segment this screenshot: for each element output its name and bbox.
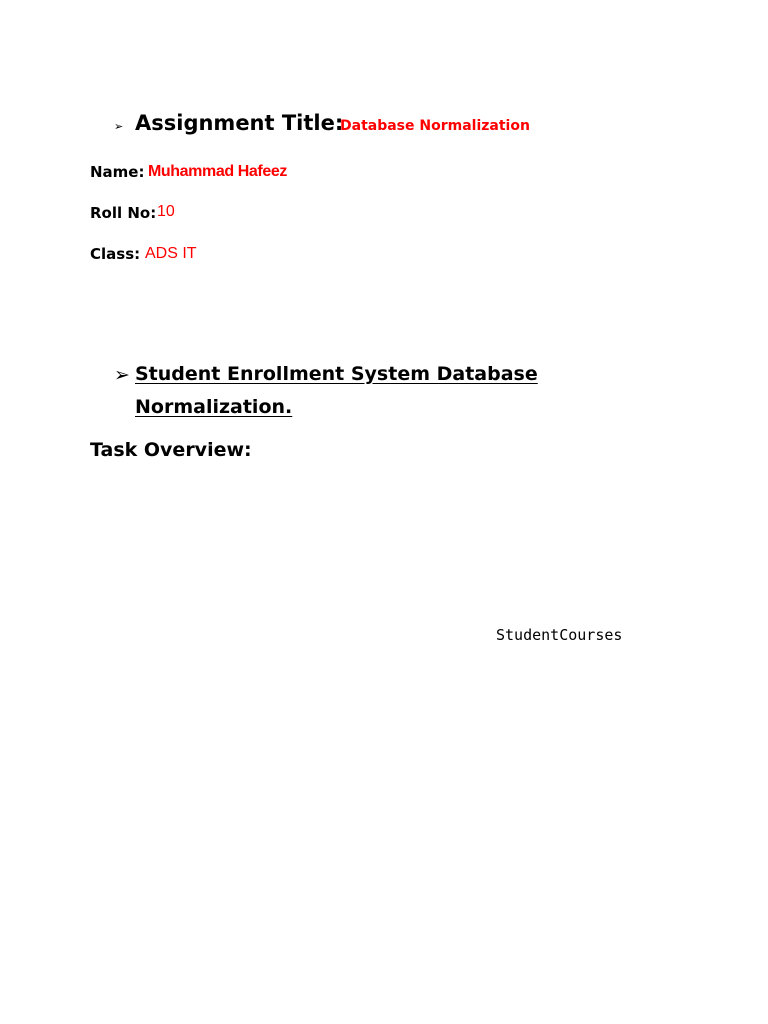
roll-no-value: 10 <box>157 203 175 220</box>
assignment-title-label: Assignment Title: <box>135 111 344 135</box>
class-value: ADS IT <box>145 245 197 262</box>
bullet-arrow-icon: ➢ <box>114 120 124 133</box>
task-overview-heading: Task Overview: <box>90 439 252 461</box>
section-heading-line-2: Normalization. <box>135 396 293 418</box>
assignment-title-value: Database Normalization <box>340 118 530 134</box>
bullet-arrow-icon: ➢ <box>114 364 130 386</box>
section-heading-line-1: Student Enrollment System Database <box>135 363 538 385</box>
name-value: Muhammad Hafeez <box>148 163 287 180</box>
name-label: Name: <box>90 163 145 181</box>
class-label: Class: <box>90 245 141 263</box>
roll-no-label: Roll No: <box>90 204 157 222</box>
section-heading <box>135 358 538 424</box>
table-name-code: StudentCourses <box>496 626 623 644</box>
